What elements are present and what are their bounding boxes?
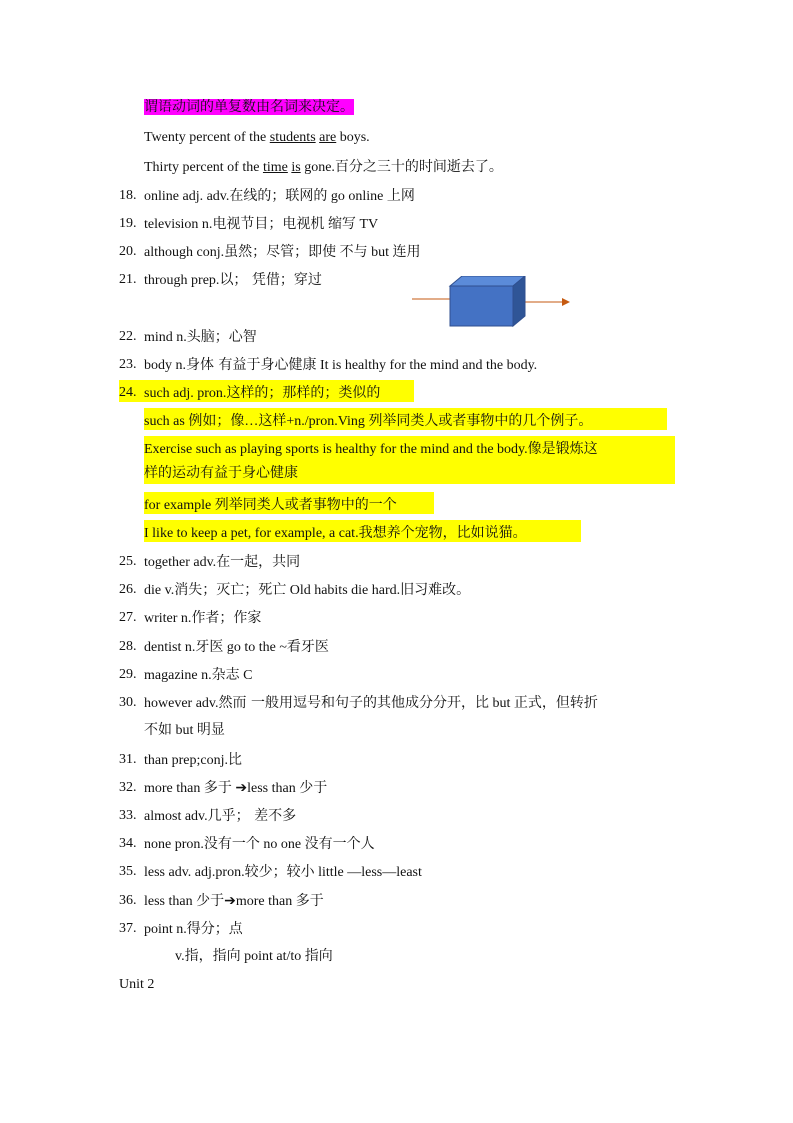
- item-26-number: 26.: [119, 582, 137, 597]
- item-34: none pron.没有一个 no one 没有一个人: [144, 836, 375, 852]
- through-illustration: [410, 276, 575, 328]
- example-sentence-time: Thirty percent of the time is gone.百分之三十的时间逝去了。: [144, 159, 503, 175]
- item-18: online adj. adv.在线的；联网的 go online 上网: [144, 188, 415, 204]
- item-30-number: 30.: [119, 695, 137, 710]
- item-37: point n.得分；点: [144, 921, 243, 937]
- unit-heading: Unit 2: [119, 977, 155, 992]
- item-36-number: 36.: [119, 893, 137, 908]
- item-33: almost adv.几乎； 差不多: [144, 808, 297, 824]
- item-30: however adv.然而 一般用逗号和句子的其他成分分开，比 but 正式，但转折: [144, 695, 598, 711]
- item-22-number: 22.: [119, 329, 137, 344]
- item-25: together adv.在一起，共同: [144, 554, 301, 570]
- item-24-such-as: such as 例如；像…这样+n./pron.Ving 列举同类人或者事物中的几个例子。: [144, 413, 593, 429]
- item-34-number: 34.: [119, 836, 137, 851]
- item-32-number: 32.: [119, 780, 137, 795]
- item-36: less than 少于➔more than 多于: [144, 893, 324, 909]
- item-26: die v.消失；灭亡；死亡 Old habits die hard.旧习难改。: [144, 582, 471, 598]
- item-20-number: 20.: [119, 244, 137, 259]
- item-35-number: 35.: [119, 864, 137, 879]
- grammar-note: [144, 97, 354, 118]
- box-front-face: [450, 286, 513, 326]
- item-35: less adv. adj.pron.较少；较小 little —less—least: [144, 864, 422, 880]
- item-29-number: 29.: [119, 667, 137, 682]
- item-20: although conj.虽然；尽管；即使 不与 but 连用: [144, 244, 421, 260]
- item-29: magazine n.杂志 C: [144, 667, 253, 683]
- item-25-number: 25.: [119, 554, 137, 569]
- item-19: television n.电视节目；电视机 缩写 TV: [144, 216, 379, 232]
- item-31-number: 31.: [119, 752, 137, 767]
- item-19-number: 19.: [119, 216, 137, 231]
- item-37-verb: v.指，指向 point at/to 指向: [175, 948, 333, 964]
- item-37-number: 37.: [119, 921, 137, 936]
- box-top-face: [450, 276, 525, 286]
- example-sentence-students: Twenty percent of the students are boys.: [144, 130, 370, 145]
- item-28-number: 28.: [119, 639, 137, 654]
- item-21-number: 21.: [119, 272, 137, 287]
- item-24-for-example: for example 列举同类人或者事物中的一个: [144, 497, 397, 513]
- item-24-exercise: Exercise such as playing sports is healthy for the mind and the body.像是锻炼这: [144, 441, 598, 457]
- item-22: mind n.头脑；心智: [144, 329, 257, 345]
- item-30-cont: 不如 but 明显: [144, 722, 225, 738]
- item-23: body n.身体 有益于身心健康 It is healthy for the mind and the body.: [144, 357, 538, 373]
- item-24-pet: I like to keep a pet, for example, a cat.我想养个宠物，比如说猫。: [144, 525, 527, 541]
- item-28: dentist n.牙医 go to the ~看牙医: [144, 639, 329, 655]
- item-27: writer n.作者；作家: [144, 610, 262, 626]
- grammar-note-text: 谓语动词的单复数由名词来决定。: [144, 99, 354, 115]
- item-27-number: 27.: [119, 610, 137, 625]
- item-32: more than 多于 ➔less than 少于: [144, 780, 328, 796]
- item-33-number: 33.: [119, 808, 137, 823]
- item-24-number: 24.: [119, 385, 137, 400]
- item-24: such adj. pron.这样的；那样的；类似的: [144, 385, 381, 401]
- item-18-number: 18.: [119, 188, 137, 203]
- arrow-head-icon: [562, 298, 570, 306]
- item-21: through prep.以； 凭借；穿过: [144, 272, 322, 288]
- item-31: than prep;conj.比: [144, 752, 242, 768]
- item-23-number: 23.: [119, 357, 137, 372]
- item-24-exercise-cont: 样的运动有益于身心健康: [144, 465, 298, 481]
